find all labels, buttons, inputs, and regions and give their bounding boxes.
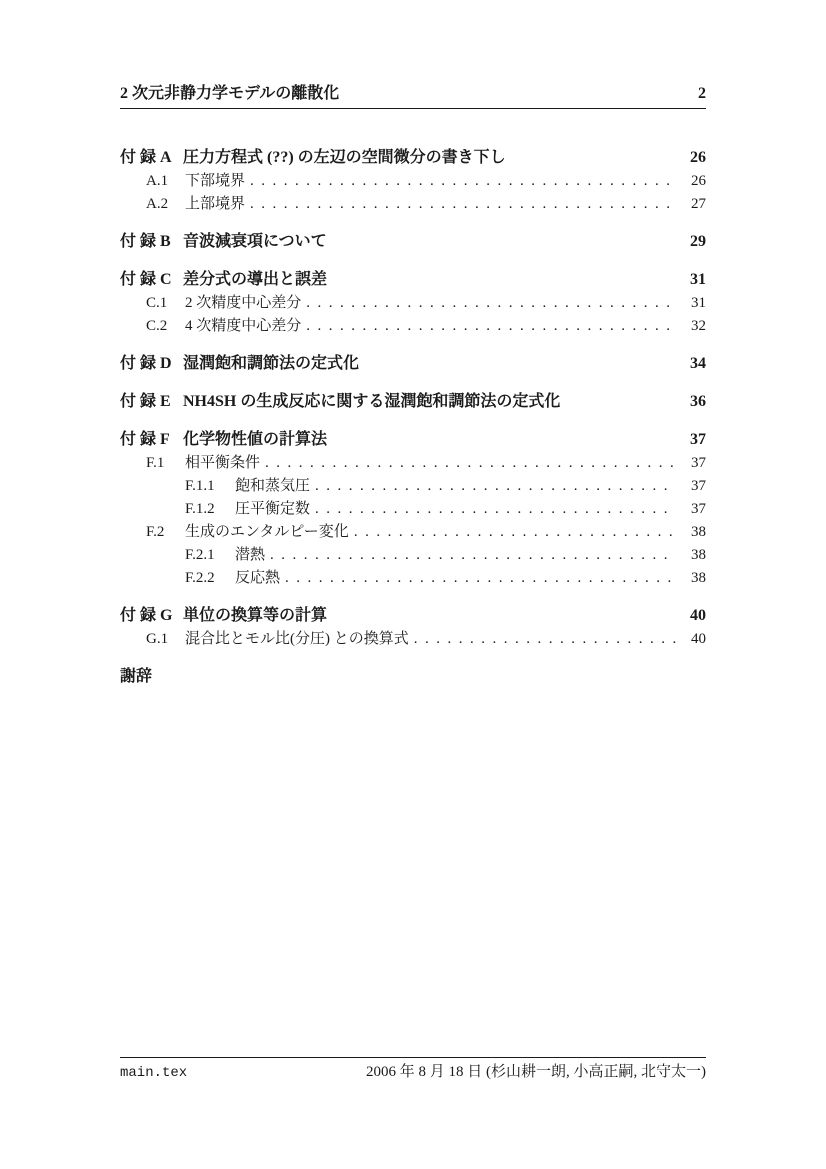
toc-entry [120,521,706,544]
toc-entry-page: 36 [690,393,706,410]
toc [120,132,706,689]
toc-entry-label: 付 録 F [120,431,170,448]
toc-entry [120,351,706,376]
toc-entry-page: 38 [691,570,706,586]
toc-entry-page: 31 [691,295,706,311]
toc-entry-title: 生成のエンタルピー変化 [185,524,349,540]
toc-entry-label: G.1 [146,631,169,647]
toc-entry-label: F.1 [146,455,165,471]
toc-entry [120,170,706,193]
toc-leader-dots [270,544,676,567]
toc-entry [120,628,706,651]
toc-entry [120,498,706,521]
toc-entry-title: 音波減衰項について [183,233,327,250]
toc-entry-page: 32 [691,318,706,334]
toc-entry-label: 付 録 C [120,271,172,288]
toc-entry-page: 29 [690,233,706,250]
toc-entry [120,475,706,498]
toc-entry-page: 37 [691,501,706,517]
toc-entry [120,427,706,452]
toc-entry-label: F.2.2 [185,570,215,586]
footer-date-authors: 2006 年 8 月 18 日 (杉山耕一朗, 小高正嗣, 北守太一) [366,1064,706,1080]
toc-entry-title: 上部境界 [185,196,246,212]
toc-entry-label: F.1.2 [185,501,215,517]
toc-leader-dots [354,521,676,544]
toc-leader-dots [285,567,676,590]
toc-entry-page: 37 [690,431,706,448]
toc-entry-title: 差分式の導出と誤差 [183,271,328,288]
toc-entry [120,389,706,414]
toc-entry-page: 38 [691,547,706,563]
toc-entry [120,664,706,689]
toc-entry-title: 圧平衡定数 [235,501,311,517]
toc-entry-page: 38 [691,524,706,540]
toc-entry [120,292,706,315]
toc-entry-label: F.2 [146,524,165,540]
page-footer [120,1057,706,1082]
toc-entry-page: 40 [690,607,706,624]
toc-entry-label: 付 録 G [120,607,173,624]
toc-entry [120,544,706,567]
toc-entry-label: A.2 [146,196,169,212]
toc-entry [120,193,706,216]
toc-entry-label: F.1.1 [185,478,215,494]
toc-entry-title: 4 次精度中心差分 [185,318,302,334]
toc-entry-title: 化学物性値の計算法 [183,431,328,448]
toc-entry [120,229,706,254]
toc-entry-page: 40 [691,631,706,647]
toc-entry [120,452,706,475]
footer-filename: main.tex [120,1065,188,1081]
toc-entry-page: 34 [690,355,706,372]
toc-entry [120,603,706,628]
toc-entry-page: 26 [690,149,706,166]
toc-leader-dots [414,628,676,651]
toc-entry [120,267,706,292]
toc-entry-title: 謝辞 [120,668,153,685]
toc-entry-label: 付 録 E [120,393,171,410]
toc-entry-page: 31 [690,271,706,288]
toc-entry-title: 2 次精度中心差分 [185,295,302,311]
toc-entry-page: 27 [691,196,706,212]
toc-leader-dots [265,452,676,475]
toc-entry-label: 付 録 B [120,233,171,250]
toc-entry-title: 相平衡条件 [185,455,261,471]
toc-entry-label: A.1 [146,173,169,189]
toc-entry-page: 26 [691,173,706,189]
running-head-title: 2 次元非静力学モデルの離散化 [120,85,340,102]
toc-entry [120,567,706,590]
toc-entry-title: NH4SH の生成反応に関する湿潤飽和調節法の定式化 [183,393,561,410]
toc-entry-label: C.2 [146,318,168,334]
toc-entry [120,315,706,338]
toc-entry-page: 37 [691,478,706,494]
toc-entry-label: 付 録 A [120,149,172,166]
toc-entry-page: 37 [691,455,706,471]
toc-entry-label: 付 録 D [120,355,172,372]
toc-entry-title: 湿潤飽和調節法の定式化 [183,355,360,372]
page-header [120,86,706,109]
toc-leader-dots [306,292,676,315]
toc-entry-title: 単位の換算等の計算 [183,607,328,624]
toc-entry-title: 下部境界 [185,173,246,189]
toc-leader-dots [306,315,676,338]
toc-entry-title: 圧力方程式 (??) の左辺の空間微分の書き下し [183,149,506,166]
header-page-number: 2 [698,85,706,102]
toc-entry-label: F.2.1 [185,547,215,563]
toc-entry-title: 混合比とモル比(分圧) との換算式 [185,631,409,647]
toc-leader-dots [250,170,676,193]
toc-leader-dots [315,498,676,521]
toc-leader-dots [315,475,676,498]
toc-entry-title: 飽和蒸気圧 [235,478,311,494]
toc-entry-title: 反応熱 [235,570,281,586]
toc-leader-dots [250,193,676,216]
toc-entry-title: 潜熱 [235,547,266,563]
toc-entry [120,145,706,170]
toc-entry-label: C.1 [146,295,168,311]
